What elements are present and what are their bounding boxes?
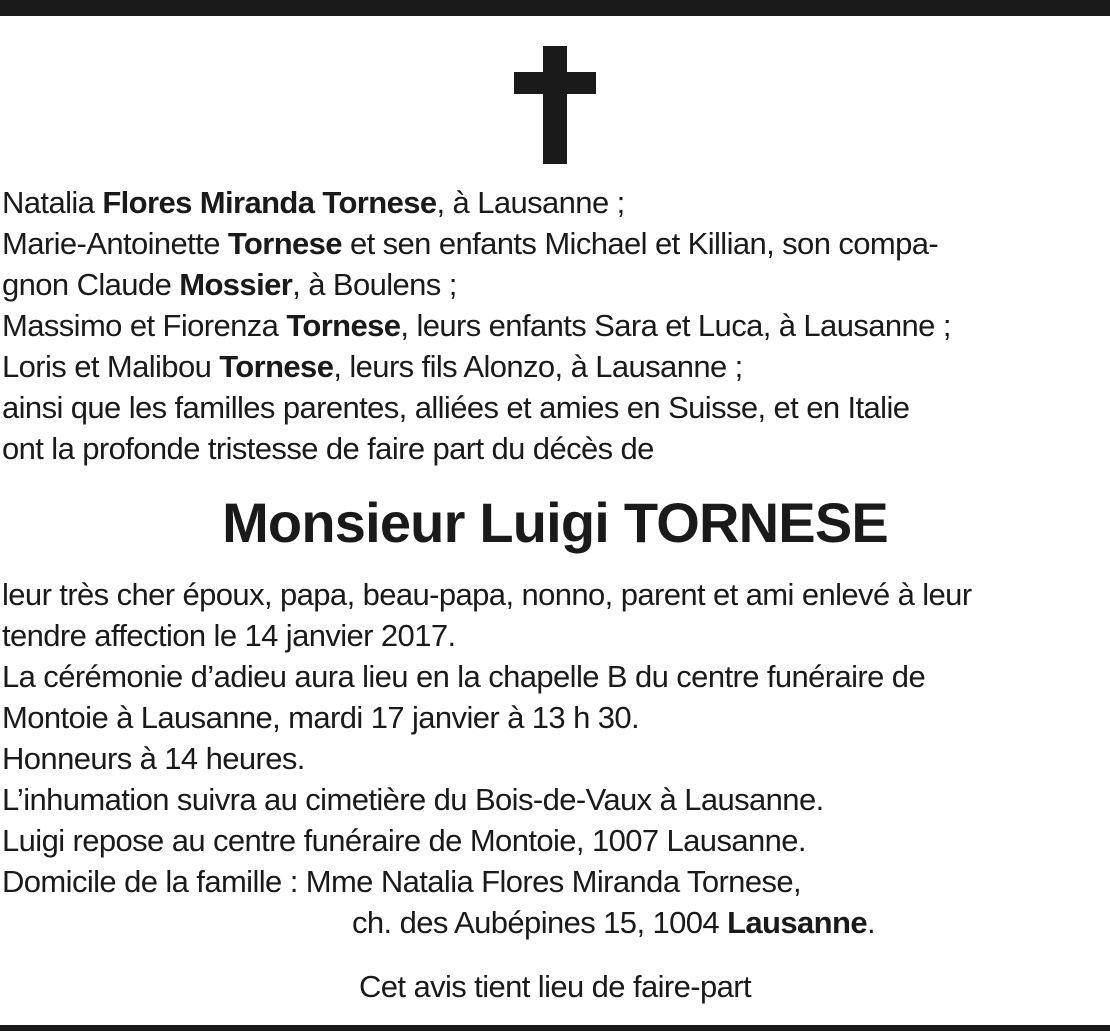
closing-note: Cet avis tient lieu de faire-part bbox=[358, 969, 751, 1004]
deceased-name: Monsieur Luigi TORNESE bbox=[222, 491, 888, 554]
cross-icon bbox=[514, 46, 596, 164]
bottom-rule bbox=[0, 1025, 1110, 1031]
top-rule bbox=[0, 0, 1110, 16]
family-line: Massimo et Fiorenza Tornese, leurs enfants Sara et Luca, à Lausanne ; bbox=[2, 308, 951, 343]
detail-line: Honneurs à 14 heures. bbox=[2, 741, 305, 776]
family-line: ont la profonde tristesse de faire part du décès de bbox=[2, 431, 654, 466]
detail-line: L’inhumation suivra au cimetière du Bois-de-Vaux à Lausanne. bbox=[2, 782, 824, 817]
address-line: ch. des Aubépines 15, 1004 Lausanne. bbox=[352, 905, 875, 940]
detail-line: leur très cher époux, papa, beau-papa, nonno, parent et ami enlevé à leur bbox=[2, 577, 972, 612]
family-line: ainsi que les familles parentes, alliées et amies en Suisse, et en Italie bbox=[2, 390, 910, 425]
family-line: Loris et Malibou Tornese, leurs fils Alonzo, à Lausanne ; bbox=[2, 349, 743, 384]
detail-line: tendre affection le 14 janvier 2017. bbox=[2, 618, 456, 653]
family-line: Marie-Antoinette Tornese et sen enfants Michael et Killian, son compa- bbox=[2, 226, 939, 261]
ceremony-details bbox=[2, 574, 1102, 943]
family-line: gnon Claude Mossier, à Boulens ; bbox=[2, 267, 457, 302]
detail-line: Luigi repose au centre funéraire de Montoie, 1007 Lausanne. bbox=[2, 823, 806, 858]
family-announcement bbox=[2, 182, 1102, 469]
family-line: Natalia Flores Miranda Tornese, à Lausanne ; bbox=[2, 185, 625, 220]
detail-line: Montoie à Lausanne, mardi 17 janvier à 13 h 30. bbox=[2, 700, 640, 735]
detail-line: La cérémonie d’adieu aura lieu en la chapelle B du centre funéraire de bbox=[2, 659, 926, 694]
detail-line: Domicile de la famille : Mme Natalia Flores Miranda Tornese, bbox=[2, 864, 802, 899]
